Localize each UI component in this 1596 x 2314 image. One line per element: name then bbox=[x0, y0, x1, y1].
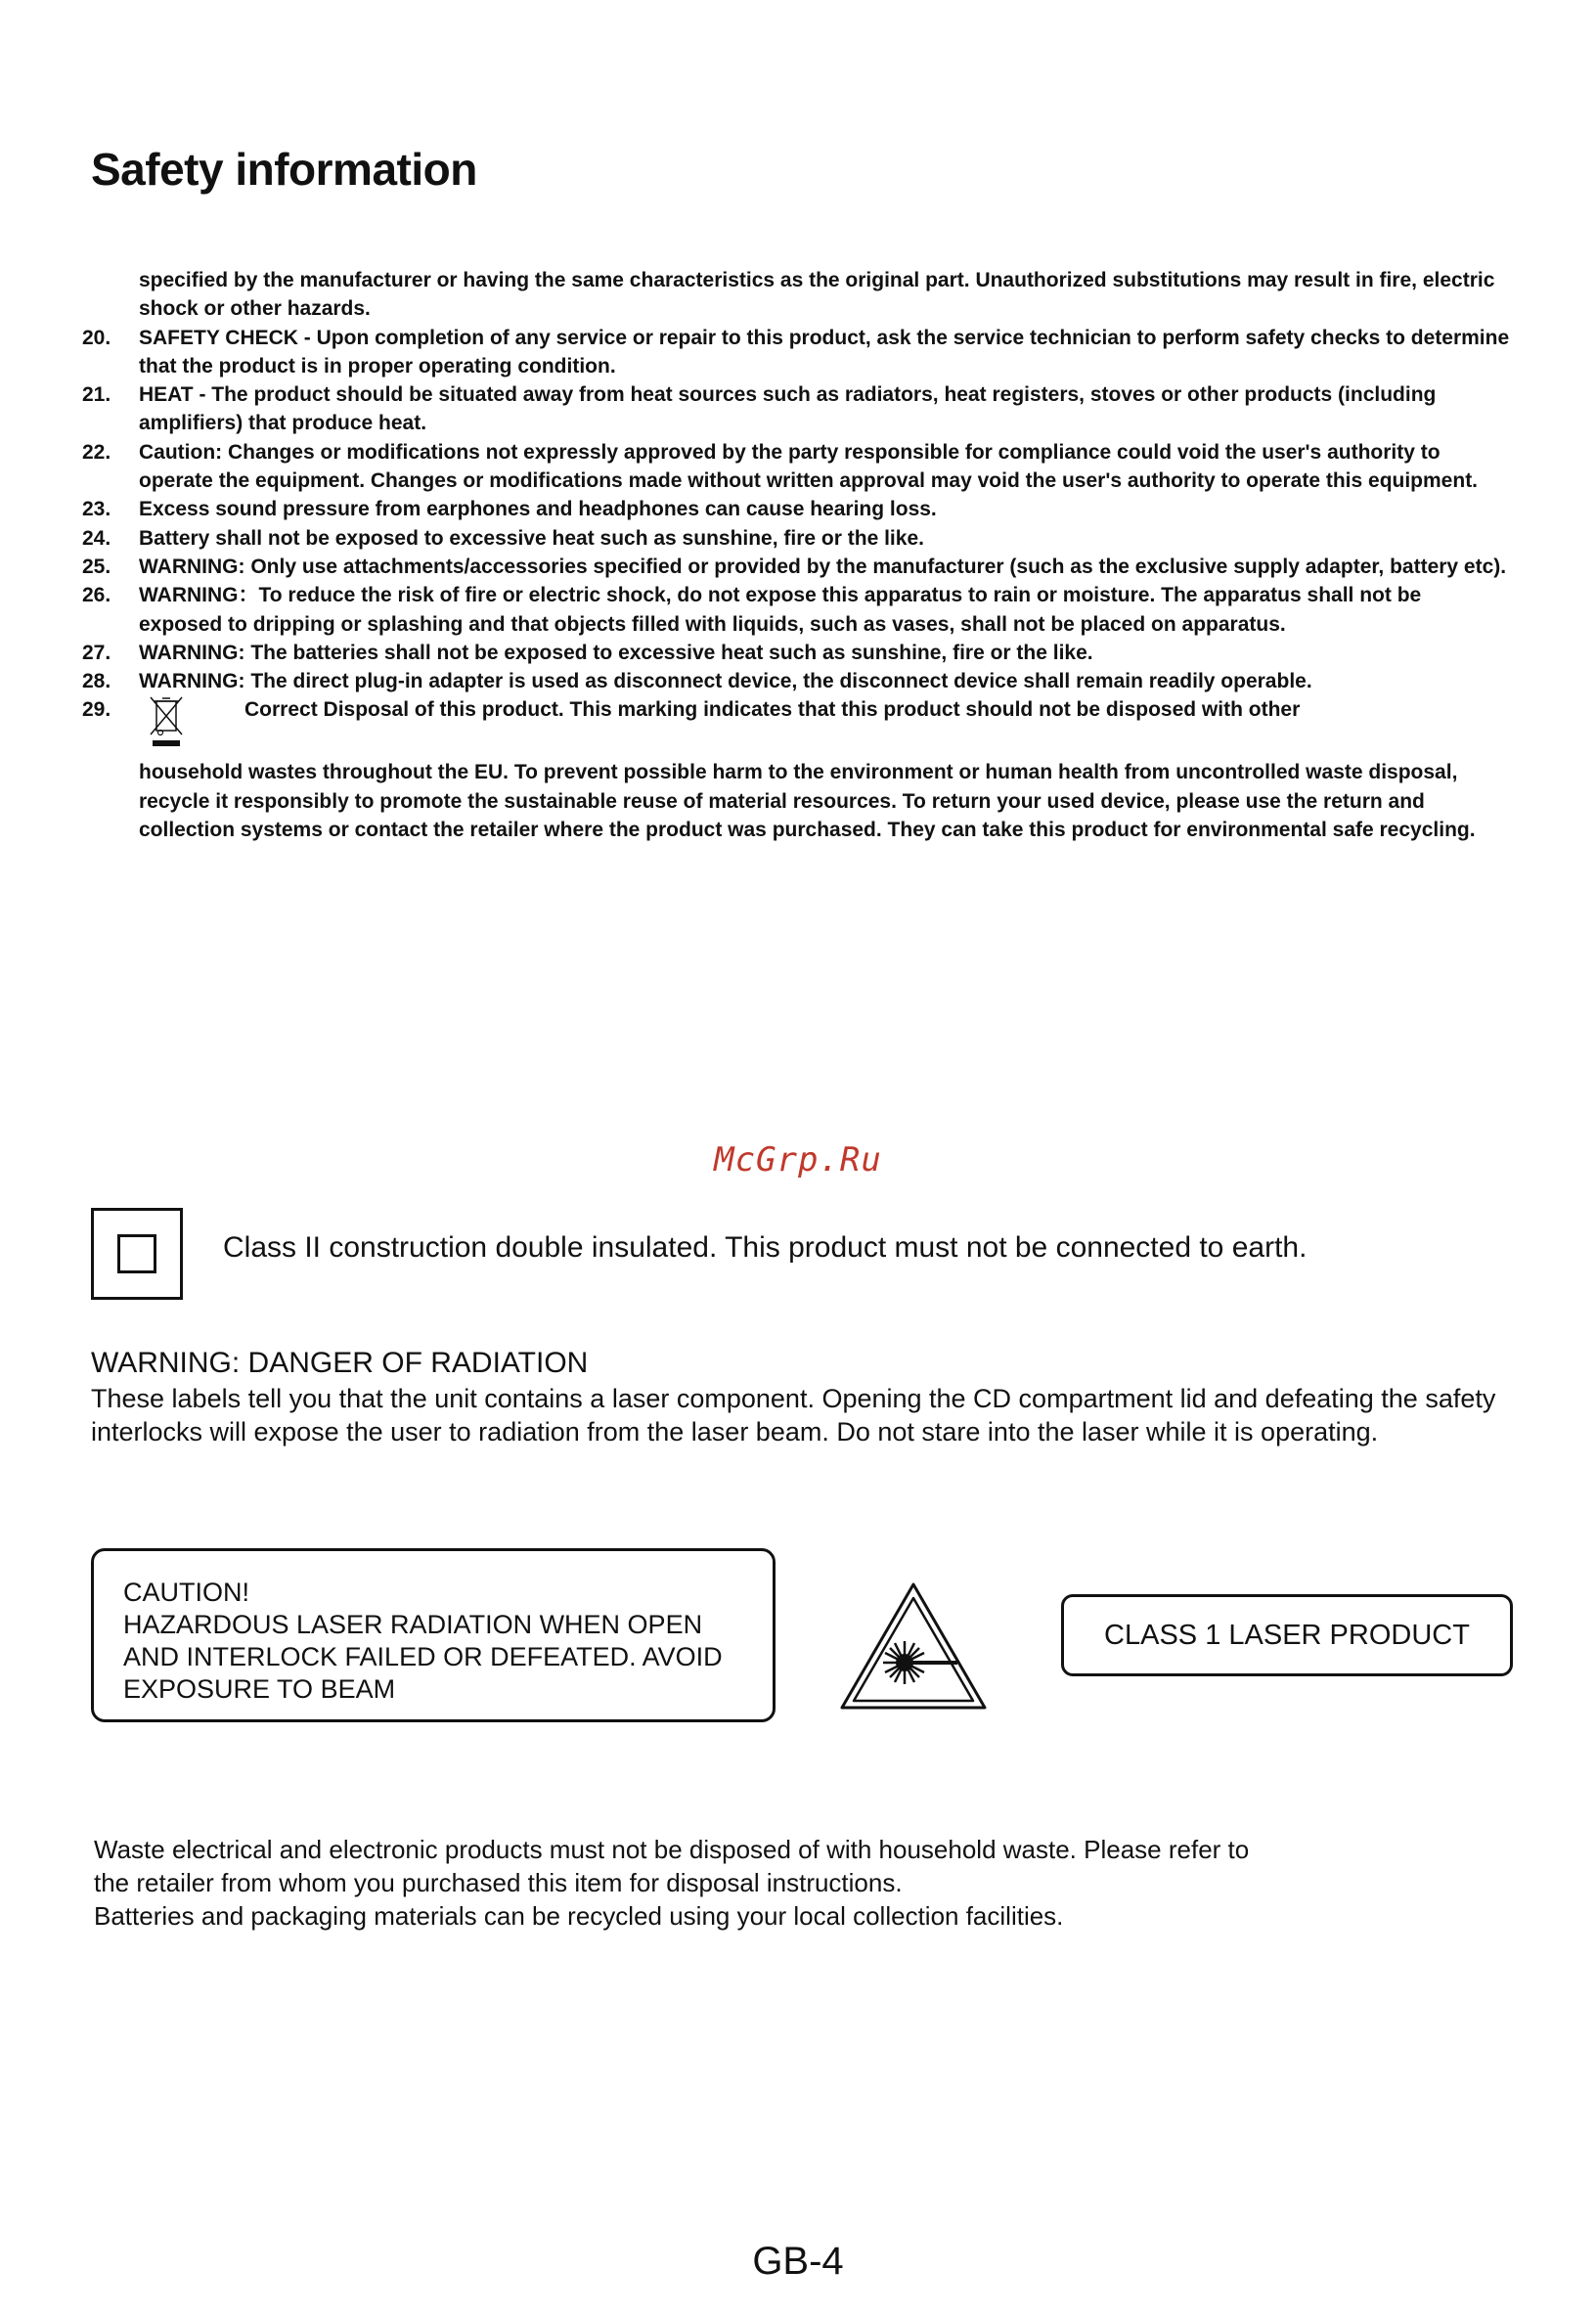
item-text: WARNING: The direct plug-in adapter is used as disconnect device, the disconnect device shall remain readily operable. bbox=[139, 670, 1312, 693]
page-number: GB-4 bbox=[752, 2240, 844, 2283]
safety-list bbox=[82, 266, 1510, 844]
caution-line: EXPOSURE TO BEAM bbox=[123, 1674, 396, 1704]
item-text: SAFETY CHECK - Upon completion of any service or repair to this product, ask the service technician to perform safety checks to determine that the product is in proper operating condition. bbox=[139, 326, 1510, 378]
item-text: WARNING: Only use attachments/accessories specified or provided by the manufacturer (such as the exclusive supply adapter, battery etc). bbox=[139, 555, 1507, 578]
list-item bbox=[82, 495, 1510, 523]
item-number: 22. bbox=[82, 440, 111, 464]
item-number: 21. bbox=[82, 383, 111, 407]
class2-text: Class II construction double insulated. This product must not be connected to earth. bbox=[223, 1231, 1308, 1264]
caution-line: CAUTION! bbox=[123, 1578, 250, 1607]
laser-warning-icon bbox=[836, 1577, 991, 1713]
class1-laser-label: CLASS 1 LASER PRODUCT bbox=[1061, 1594, 1513, 1676]
continuation-text: specified by the manufacturer or having the same characteristics as the original part. Unauthorized substitutions may result in fire, electric shock or other hazards. bbox=[139, 269, 1495, 321]
waste-line: Batteries and packaging materials can be recycled using your local collection facilities. bbox=[94, 1901, 1064, 1931]
radiation-heading: WARNING: DANGER OF RADIATION bbox=[91, 1347, 589, 1379]
page-title: Safety information bbox=[91, 144, 477, 195]
item-text: Caution: Changes or modifications not expressly approved by the party responsible for compliance could void the user's authority to operate the equipment. Changes or modifications made without written approval may void the user's authority to operate this equipment. bbox=[139, 440, 1479, 493]
class2-inner-square bbox=[117, 1234, 156, 1273]
item-number: 25. bbox=[82, 555, 111, 578]
item-text: WARNING: The batteries shall not be exposed to excessive heat such as sunshine, fire or the like. bbox=[139, 641, 1093, 664]
item-number: 26. bbox=[82, 584, 111, 607]
item-number: 20. bbox=[82, 326, 111, 349]
item-text: Excess sound pressure from earphones and headphones can cause hearing loss. bbox=[139, 498, 937, 521]
list-item bbox=[82, 639, 1510, 667]
item-text: WARNING：To reduce the risk of fire or electric shock, do not expose this apparatus to rain or moisture. The apparatus shall not be exposed to dripping or splashing and that objects filled with liquids, such as vases, shall not be placed on apparatus. bbox=[139, 584, 1422, 636]
list-item bbox=[82, 380, 1510, 438]
list-item bbox=[82, 667, 1510, 695]
list-item bbox=[82, 524, 1510, 553]
item-number: 29. bbox=[82, 698, 111, 722]
waste-notice bbox=[94, 1833, 1483, 1933]
list-item bbox=[82, 581, 1510, 639]
item-number: 27. bbox=[82, 641, 111, 664]
item-text: HEAT - The product should be situated away from heat sources such as radiators, heat registers, stoves or other products (including amplifiers) that produce heat. bbox=[139, 383, 1437, 435]
item-number: 28. bbox=[82, 670, 111, 693]
radiation-body: These labels tell you that the unit contains a laser component. Opening the CD compartment lid and defeating the safety interlocks will expose the user to radiation from the laser beam. Do not stare into the laser while it is operating. bbox=[91, 1384, 1496, 1446]
disposal-lead-text: Correct Disposal of this product. This marking indicates that this product should not be disposed with other bbox=[244, 698, 1301, 722]
disposal-item bbox=[82, 695, 1510, 748]
caution-label bbox=[91, 1548, 776, 1722]
item-number: 23. bbox=[82, 498, 111, 521]
waste-line: Waste electrical and electronic products must not be disposed of with household waste. Please refer to bbox=[94, 1835, 1250, 1864]
class2-double-square-icon bbox=[91, 1208, 183, 1300]
caution-line: AND INTERLOCK FAILED OR DEFEATED. AVOID bbox=[123, 1642, 723, 1671]
list-item bbox=[82, 324, 1510, 381]
waste-line: the retailer from whom you purchased this item for disposal instructions. bbox=[94, 1868, 903, 1897]
crossed-bin-icon bbox=[147, 695, 186, 748]
disposal-rest-text: household wastes throughout the EU. To prevent possible harm to the environment or human health from uncontrolled waste disposal, recycle it responsibly to promote the sustainable reuse of material resources. To return your used device, please use the return and collection systems or contact the retailer where the product was purchased. They can take this product for environmental safe recycling. bbox=[139, 761, 1476, 842]
caution-line: HAZARDOUS LASER RADIATION WHEN OPEN bbox=[123, 1610, 703, 1639]
list-item bbox=[82, 438, 1510, 496]
item-number: 24. bbox=[82, 526, 111, 550]
item-text: Battery shall not be exposed to excessive heat such as sunshine, fire or the like. bbox=[139, 526, 924, 550]
list-item bbox=[82, 553, 1510, 581]
watermark: McGrp.Ru bbox=[714, 1140, 882, 1179]
